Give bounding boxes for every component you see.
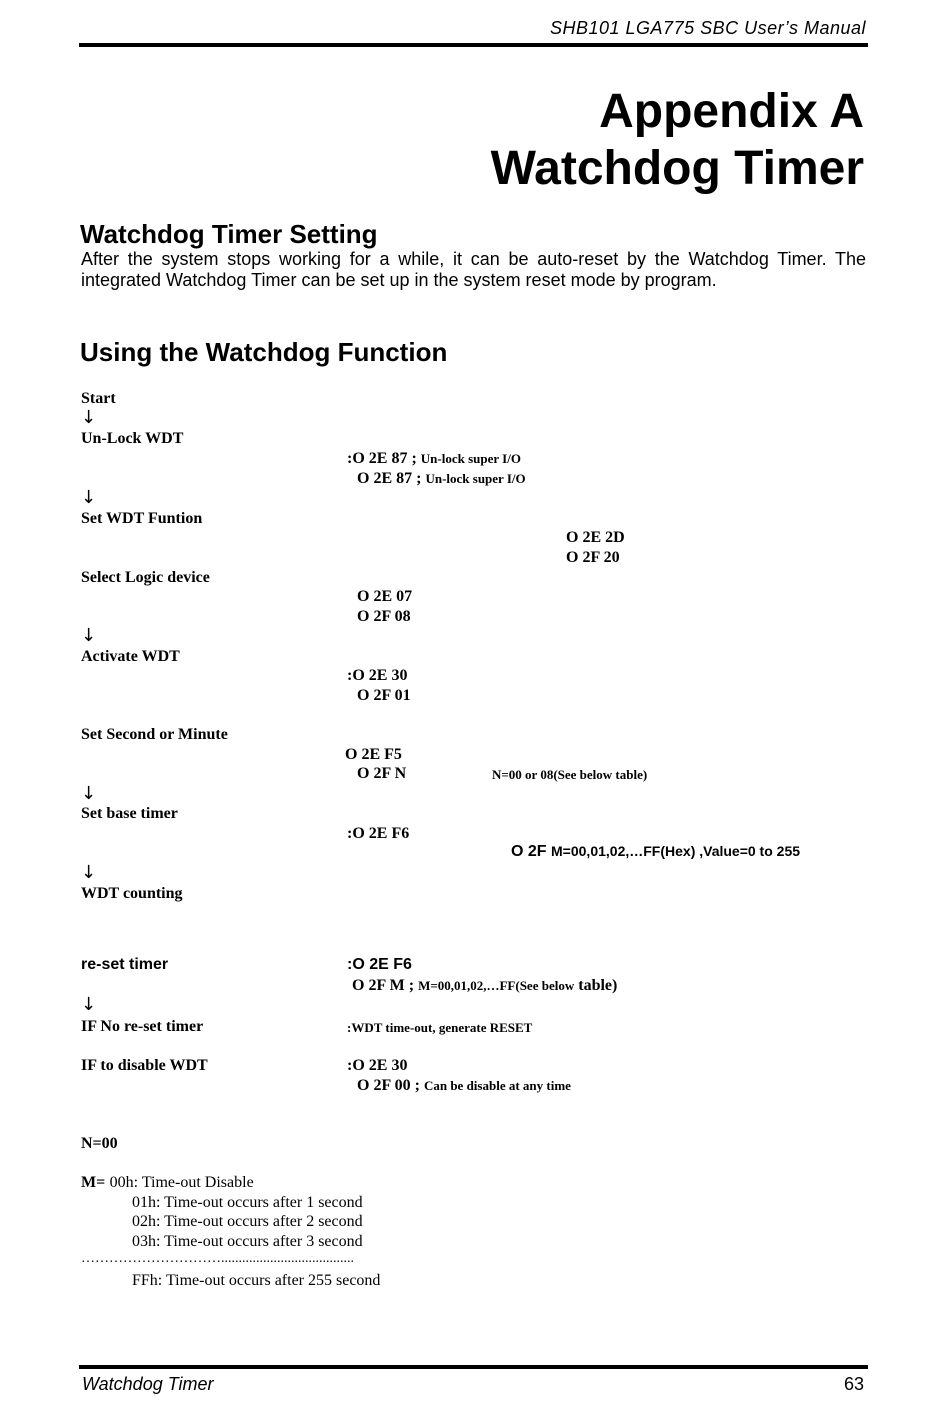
unlock-cmd-2: O 2E 87 ;	[357, 470, 422, 487]
reset-command-2	[352, 977, 617, 995]
flow-select-logic: Select Logic device	[81, 569, 210, 586]
header-manual-title: SHB101 LGA775 SBC User’s Manual	[550, 18, 866, 38]
select-cmd-1: O 2E 07	[357, 588, 413, 605]
flow-start: Start	[81, 390, 116, 407]
m-row: 02h: Time-out occurs after 2 second	[132, 1213, 363, 1230]
m-dots: …………………………......................................	[81, 1251, 354, 1266]
base-timer-cmd-2: O 2F	[511, 843, 547, 860]
m-row: 03h: Time-out occurs after 3 second	[132, 1233, 363, 1250]
flow-activate: Activate WDT	[81, 648, 180, 665]
arrow-down-icon: ↓	[81, 487, 97, 508]
flow-unlock: Un-Lock WDT	[81, 430, 184, 447]
page-number: 63	[843, 1374, 864, 1394]
select-cmd-2: O 2F 08	[357, 608, 411, 625]
chapter-title: Watchdog Timer	[490, 142, 864, 195]
m-first-value: 00h: Time-out Disable	[109, 1174, 254, 1191]
disable-cmd-2: O 2F 00 ;	[357, 1077, 420, 1094]
n-label: N=00	[81, 1135, 118, 1152]
arrow-down-icon: ↓	[81, 625, 97, 646]
footer-section: Watchdog Timer	[82, 1374, 214, 1394]
appendix-title: Appendix A	[599, 85, 864, 138]
unlock-cmd-1: :O 2E 87 ;	[347, 450, 417, 467]
no-reset-note: :WDT time-out, generate RESET	[347, 1020, 533, 1035]
arrow-down-icon: ↓	[81, 407, 97, 428]
base-timer-note: M=00,01,02,…FF(Hex) ,Value=0 to 255	[551, 843, 801, 859]
unlock-command-1	[347, 450, 521, 468]
section-heading-setting: Watchdog Timer Setting	[80, 219, 378, 249]
set-function-cmd-1: O 2E 2D	[566, 529, 625, 546]
flow-second-minute: Set Second or Minute	[81, 726, 228, 743]
disable-cmd-1: :O 2E 30	[347, 1057, 408, 1074]
flow-disable: IF to disable WDT	[81, 1057, 208, 1074]
base-timer-cmd-1: :O 2E F6	[347, 825, 410, 842]
set-function-cmd-2: O 2F 20	[566, 549, 620, 566]
flow-set-function: Set WDT Funtion	[81, 510, 203, 527]
reset-cmd-2: O 2F M ;	[352, 977, 415, 994]
unlock-note-1: Un-lock super I/O	[420, 451, 521, 466]
flow-reset-timer: re-set timer	[81, 956, 169, 973]
disable-command-2	[357, 1077, 571, 1095]
section-heading-function: Using the Watchdog Function	[80, 337, 448, 367]
flow-no-reset: IF No re-set timer	[81, 1018, 204, 1035]
m-label: M=	[81, 1174, 106, 1191]
second-minute-cmd-2: O 2F N	[357, 765, 407, 782]
flow-base-timer: Set base timer	[81, 805, 178, 822]
m-first-row	[81, 1174, 254, 1192]
unlock-command-2	[357, 470, 526, 488]
activate-cmd-2: O 2F 01	[357, 687, 411, 704]
flow-counting: WDT counting	[81, 885, 183, 902]
arrow-down-icon: ↓	[81, 994, 97, 1015]
activate-cmd-1: :O 2E 30	[347, 667, 408, 684]
m-row: 01h: Time-out occurs after 1 second	[132, 1194, 363, 1211]
arrow-down-icon: ↓	[81, 783, 97, 804]
m-row-last: FFh: Time-out occurs after 255 second	[132, 1272, 381, 1289]
footer-rule	[79, 1365, 868, 1369]
disable-note: Can be disable at any time	[423, 1078, 571, 1093]
reset-cmd-1: :O 2E F6	[347, 956, 412, 973]
second-minute-note: N=00 or 08(See below table)	[492, 767, 648, 782]
second-minute-cmd-1: O 2E F5	[345, 746, 402, 763]
reset-note: M=00,01,02,…FF(See below	[418, 978, 575, 993]
section-paragraph: After the system stops working for a while, it can be auto-reset by the Watchdog Timer. The integrated Watchdog Timer can be set up in the system reset mode by program.	[81, 249, 866, 290]
reset-note-end: table)	[578, 977, 618, 994]
arrow-down-icon: ↓	[81, 862, 97, 883]
header-rule	[79, 43, 868, 47]
unlock-note-2: Un-lock super I/O	[425, 471, 526, 486]
base-timer-command-2	[511, 843, 800, 861]
